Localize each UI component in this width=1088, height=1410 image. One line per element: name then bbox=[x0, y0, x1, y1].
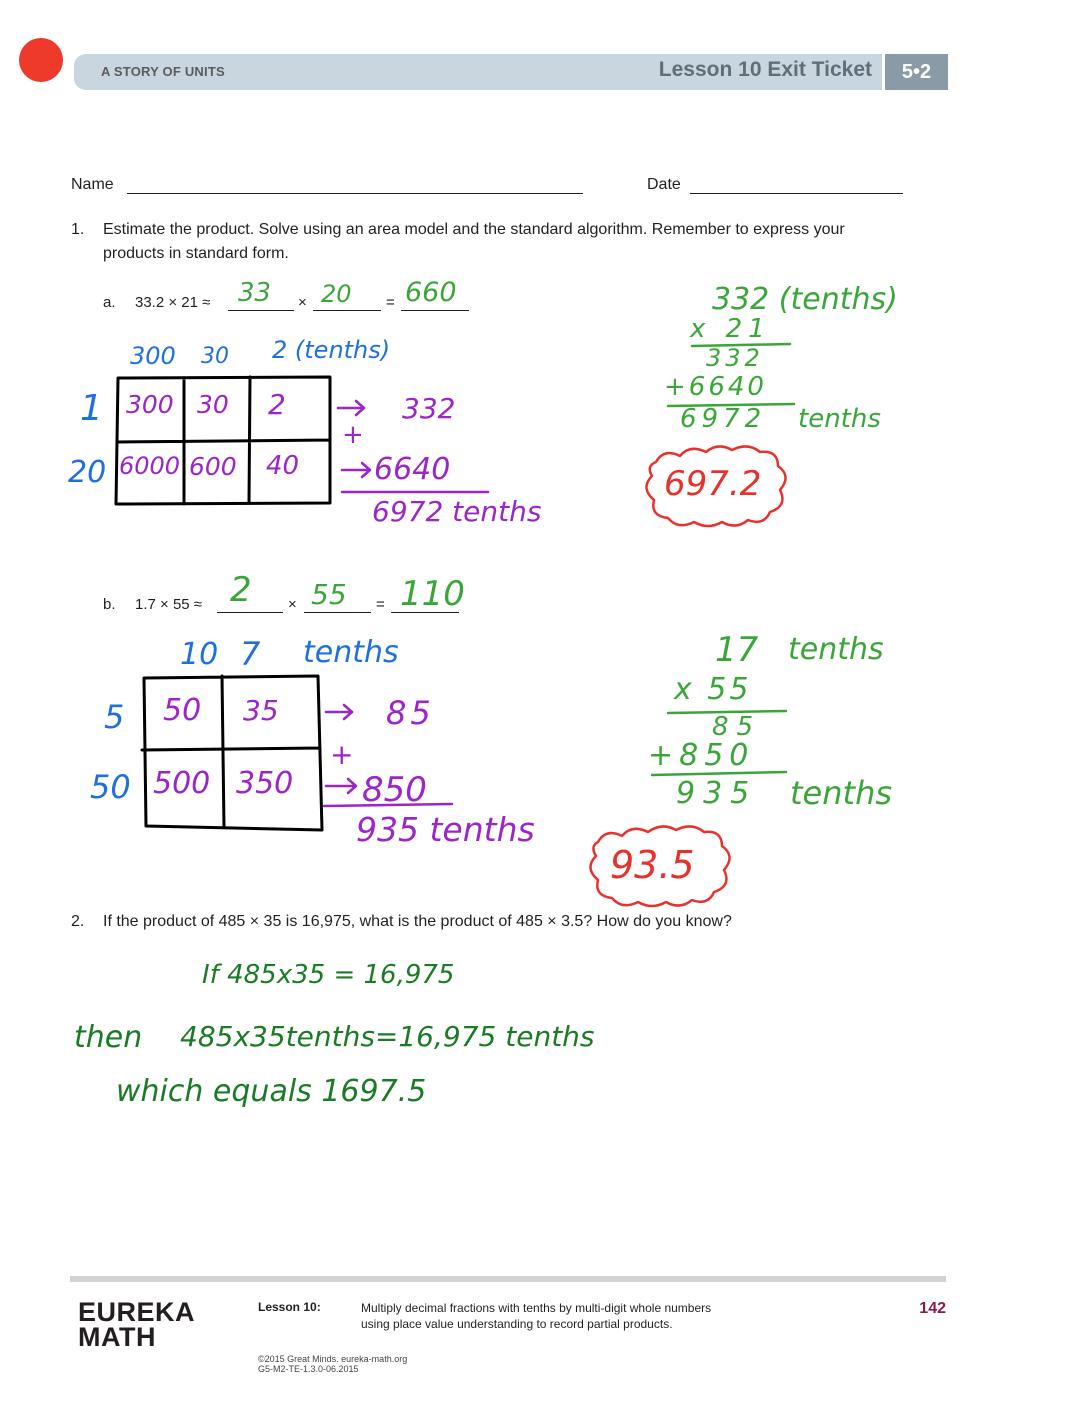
problem-1-number: 1. bbox=[71, 221, 85, 238]
name-label: Name bbox=[71, 176, 114, 193]
footer-lesson-label: Lesson 10: bbox=[258, 1300, 321, 1314]
a-algo-unit: tenths bbox=[798, 404, 881, 434]
b-col-label-3: tenths bbox=[303, 635, 399, 670]
lesson-title: Lesson 10 Exit Ticket bbox=[658, 58, 872, 81]
a-cell-4: 6000 bbox=[119, 452, 181, 480]
part-a-expression: 33.2 × 21 ≈ bbox=[135, 294, 211, 311]
a-sum: 6972 tenths bbox=[372, 495, 542, 528]
p2-line-2: 485x35tenths=16,975 tenths bbox=[180, 1020, 595, 1053]
b-algo-sum: 935 bbox=[676, 776, 758, 811]
a-cell-1: 300 bbox=[126, 390, 174, 419]
a-partial-1: 332 bbox=[402, 392, 456, 425]
eureka-math-logo bbox=[78, 1297, 196, 1352]
b-algo-p1: 85 bbox=[712, 712, 762, 742]
date-label: Date bbox=[647, 176, 681, 193]
b-algo-unit: tenths bbox=[790, 774, 893, 812]
b-cell-2: 35 bbox=[243, 694, 279, 727]
b-algo-line-2 bbox=[652, 772, 786, 775]
a-cell-5: 600 bbox=[189, 452, 237, 481]
part-b-estimate-3: 110 bbox=[400, 574, 465, 614]
module-badge: 5•2 bbox=[885, 54, 948, 90]
b-sum: 935 tenths bbox=[356, 810, 535, 849]
part-a-equals: = bbox=[386, 294, 395, 311]
b-arrow-1 bbox=[326, 705, 352, 719]
b-cell-4: 350 bbox=[236, 766, 294, 801]
footer-rule bbox=[70, 1276, 946, 1282]
page-number: 142 bbox=[919, 1300, 946, 1317]
a-cell-6: 40 bbox=[266, 451, 300, 481]
b-algo-top: 17 bbox=[715, 630, 759, 670]
part-b-estimate-1: 2 bbox=[230, 570, 252, 610]
b-col-label-2: 7 bbox=[240, 635, 261, 673]
b-cell-3: 500 bbox=[153, 766, 211, 801]
logo-line-1: EUREKA bbox=[78, 1297, 196, 1327]
copyright-line-1: ©2015 Great Minds. eureka-math.org bbox=[258, 1354, 408, 1364]
part-b-label: b. bbox=[103, 596, 116, 613]
part-a-estimate-3: 660 bbox=[405, 277, 457, 308]
footer-description bbox=[361, 1300, 781, 1332]
b-answer-cloud bbox=[590, 826, 729, 906]
b-algo-p2: +850 bbox=[648, 738, 755, 773]
a-answer: 697.2 bbox=[664, 464, 762, 504]
b-partial-1: 85 bbox=[386, 694, 435, 732]
b-row-label-2: 50 bbox=[90, 768, 131, 806]
a-plus: + bbox=[342, 420, 364, 450]
problem-1-text-line1: Estimate the product. Solve using an area model and the standard algorithm. Remember to express your bbox=[103, 221, 845, 238]
b-row-label-1: 5 bbox=[104, 698, 125, 736]
problem-2-text: If the product of 485 × 35 is 16,975, what is the product of 485 × 3.5? How do you know? bbox=[103, 913, 732, 930]
a-col-label-1: 300 bbox=[130, 342, 176, 370]
footer-desc-line-2: using place value understanding to record partial products. bbox=[361, 1317, 673, 1331]
part-a-estimate-1: 33 bbox=[238, 278, 272, 308]
b-algo-top-unit: tenths bbox=[788, 632, 884, 667]
a-cell-3: 2 bbox=[268, 388, 286, 421]
part-a-times: × bbox=[298, 294, 307, 311]
copyright-line-2: G5-M2-TE-1.3.0-06.2015 bbox=[258, 1364, 359, 1374]
part-b-expression: 1.7 × 55 ≈ bbox=[135, 596, 203, 613]
footer-desc-line-1: Multiply decimal fractions with tenths by multi-digit whole numbers bbox=[361, 1301, 712, 1315]
p2-line-1: If 485x35 = 16,975 bbox=[202, 960, 455, 990]
a-arrow-1 bbox=[338, 401, 364, 415]
b-partial-2: 850 bbox=[362, 770, 427, 810]
part-a-estimate-2: 20 bbox=[321, 280, 352, 308]
copyright bbox=[258, 1354, 407, 1374]
a-col-label-2: 30 bbox=[201, 344, 229, 369]
b-algo-line-1 bbox=[668, 711, 786, 713]
b-plus: + bbox=[330, 738, 354, 771]
b-col-label-1: 10 bbox=[180, 637, 219, 672]
b-arrow-2 bbox=[326, 779, 356, 793]
a-algo-mult: x 21 bbox=[690, 314, 771, 344]
a-col-label-3: 2 (tenths) bbox=[272, 336, 391, 364]
a-algo-line-1 bbox=[692, 344, 790, 346]
a-arrow-2 bbox=[342, 463, 370, 477]
p2-line-3: which equals 1697.5 bbox=[116, 1074, 427, 1109]
a-algo-sum: 6972 bbox=[680, 404, 767, 434]
area-model-b-grid bbox=[142, 676, 322, 830]
a-answer-cloud bbox=[646, 446, 785, 526]
problem-1-text-line2: products in standard form. bbox=[103, 245, 289, 262]
series-title: A STORY OF UNITS bbox=[101, 64, 225, 79]
a-algo-p2: +6640 bbox=[664, 372, 767, 402]
p2-then: then bbox=[74, 1020, 143, 1055]
a-row-label-2: 20 bbox=[68, 455, 107, 490]
part-b-estimate-2: 55 bbox=[311, 578, 347, 611]
a-partial-2: 6640 bbox=[374, 452, 451, 487]
part-b-times: × bbox=[288, 596, 297, 613]
a-algo-p1: 332 bbox=[706, 344, 764, 372]
a-cell-2: 30 bbox=[197, 390, 229, 419]
b-sum-line bbox=[324, 804, 452, 806]
a-row-label-1: 1 bbox=[80, 388, 103, 429]
area-model-a-grid bbox=[116, 377, 330, 504]
problem-2-number: 2. bbox=[71, 913, 85, 930]
b-answer: 93.5 bbox=[610, 843, 695, 887]
a-algo-line-2 bbox=[668, 404, 794, 406]
part-b-equals: = bbox=[376, 596, 385, 613]
b-cell-1: 50 bbox=[163, 693, 202, 728]
a-algo-top: 332 (tenths) bbox=[712, 282, 898, 317]
part-a-label: a. bbox=[103, 294, 116, 311]
b-algo-mult: x 55 bbox=[674, 672, 752, 707]
logo-line-2: MATH bbox=[78, 1322, 156, 1352]
